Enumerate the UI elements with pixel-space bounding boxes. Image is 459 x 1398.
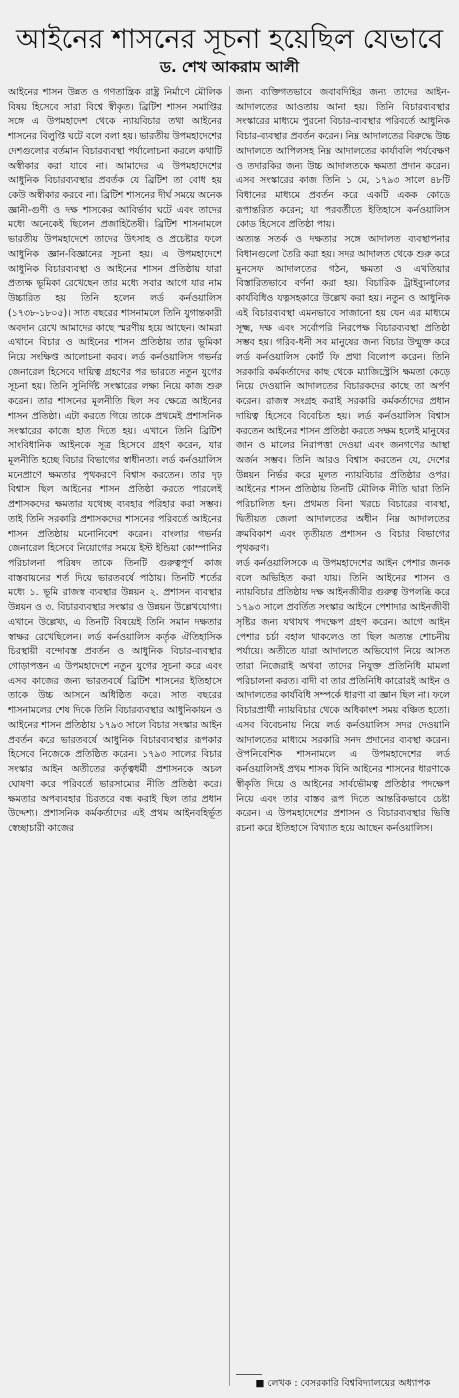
article-paragraph: অত্যন্ত সতর্ক ও দক্ষতার সঙ্গে আদালত ব্যবস্থাপনার বিধানগুলো তৈরি করা হয়। সদর আদালত থেকে শুরু করে মুনসেফ আদালতের গঠন, ক্ষমতা ও এখতিয়ার বিস্তারিতভাবে বর্ণনা করা হয়। বিচারিক ট্রাইব্যুনালের কার্যবিধিও যত্নসহকারে উল্লেখ করা হয়। নতুন ও আধুনিক এই বিচারব্যবস্থা এমনভাবে সাজানো হয় যেন এর মাধ্যমে সূক্ষ্ম, দক্ষ এবং সর্বোপরি নিরপেক্ষ বিচারব্যবস্থা প্রতিষ্ঠা সম্ভব হয়। গরিব-ধনী সব মানুষের জন্য বিচার উন্মুক্ত করে লর্ড কর্নওয়ালিস কোর্ট ফি প্রথা বিলোপ করেন। তিনি সরকারি কর্মকর্তাদের কাছ থেকে ম্যাজিস্ট্রেসি ক্ষমতা কেড়ে নিয়ে দেওয়ানি আদালতের বিচারকদের কাছে তা অর্পণ করেন। রাজস্ব সংগ্রহ করাই সরকারি কর্মকর্তাদের প্রধান দায়িত্ব হিসেবে বিবেচিত হয়। লর্ড কর্নওয়ালিস বিশ্বাস করতেন আইনের শাসন প্রতিষ্ঠা করতে সক্ষম হলেই মানুষের জান ও মালের নিরাপত্তা দেওয়া এবং জনগণের আস্থা অর্জন সম্ভব। তিনি আরও বিশ্বাস করতেন যে, দেশের উন্নয়ন নির্ভর করে মূলত ন্যায়বিচার প্রতিষ্ঠার ওপর। আইনের শাসন প্রতিষ্ঠায় তিনটি মৌলিক নীতি দ্বারা তিনি পরিচালিত হন। প্রথমত বিনা খরচে বিচারের ব্যবস্থা, দ্বিতীয়ত জেলা আদালতের অধীন নিম্ন আদালতের ক্রমবিকাশ এবং তৃতীয়ত প্রশাসন ও বিচার বিভাগের পৃথকরণ। [236,234,450,555]
article-paragraph: লর্ড কর্নওয়ালিসকে এ উপমহাদেশের আইন পেশার জনক বলে অভিহিত করা যায়। তিনি আইনের শাসন ও ন্যায়বিচার প্রতিষ্ঠায় দক্ষ আইনজীবীর গুরুত্ব উপলব্ধি করে ১৭৯৩ সালে প্রবর্তিত সংস্কার আইনে পেশাদার আইনজীবী সৃষ্টির জন্য যথাযথ পদক্ষেপ গ্রহণ করেন। আগে আইন পেশার চর্চা বহাল থাকলেও তা ছিল অত্যন্ত শোচনীয় পর্যায়ে। অতীতে যারা আদালতে অভিযোগ নিয়ে আসত তারা নিজেরাই অথবা তাদের নিযুক্ত প্রতিনিধি মামলা পরিচালনা করত। বাদী বা তার প্রতিনিধি কারোরই আইন ও আদালতের কার্যবিধি সম্পর্কে ধারণা বা জ্ঞান ছিল না। ফলে বিচারপ্রার্থী ন্যায়বিচার থেকে অধিকাংশ সময় বঞ্চিত হতো। এসব বিবেচনায় নিয়ে লর্ড কর্নওয়ালিস সদর দেওয়ানি আদালতের মাধ্যমে সরকারি সনদ প্রদানের ব্যবস্থা করেন। ঔপনিবেশিক শাসনামলে এ উপমহাদেশের লর্ড কর্নওয়ালিসই প্রথম শাসক যিনি আইনের শাসনের ধারণাকে স্বীকৃতি দিয়ে ও আইনের সার্বভৌমত্ব প্রতিষ্ঠার পদক্ষেপ নিয়ে এবং তার বাস্তব রূপ দিতে আন্তরিকভাবে চেষ্টা করেন। এ উপমহাদেশের প্রশাসন ও বিচারব্যবস্থার ভিত্তি রচনা করে ইতিহাসে বিখ্যাত হয়ে আছেন কর্নওয়ালিস। [236,558,450,834]
article-paragraph: জন্য ব্যক্তিগতভাবে জবাবদিহির জন্য তাদের আইন-আদালতের আওতায় আনা হয়। তিনি বিচারব্যবস্থার সংস্কারের মাধ্যমে পুরনো বিচার-ব্যবস্থার পরিবর্তে আধুনিক বিচার-ব্যবস্থার প্রবর্তন করেন। নিম্ন আদালতের বিরুদ্ধে উচ্চ আদালতে আপিলসহ নিম্ন আদালতের কার্যাবলি পর্যবেক্ষণ ও তদারকির জন্য উচ্চ আদালতকে ক্ষমতা প্রদান করেন। এসব সংস্কারের কাজ তিনি ১ মে, ১৭৯৩ সালে ৪৮টি বিধানের মাধ্যমে প্রবর্তন করে একটি একক কোডে রূপান্তরিত করেন; যা পরবর্তীতে ইতিহাসে কর্নওয়ালিস কোড হিসেবে প্রতিষ্ঠা পায়। [236,87,450,231]
article-headline: আইনের শাসনের সূচনা হয়েছিল যেভাবে [16,24,443,56]
article-column-right [236,86,450,1384]
author-note-block [236,1374,450,1392]
article-column-left [8,86,222,1384]
author-note: ■ লেখক : বেসরকারি বিশ্ববিদ্যালয়ের অধ্যাপক [255,1378,431,1389]
article-paragraph: আইনের শাসন উন্নত ও গণতান্ত্রিক রাষ্ট্র নির্মাণে মৌলিক বিষয় হিসেবে সারা বিশ্বে স্বীকৃত। ব্রিটিশ শাসন সমাপ্তির সঙ্গে এ উপমহাদেশ থেকে ন্যায়বিচার তথা আইনের শাসনের বিলুপ্তি ঘটে বলে বলা হয়। ভারতীয় উপমহাদেশের দেশগুলোর বর্তমান বিচারব্যবস্থা পর্যালোচনা করলে কথাটি অস্বীকার করা যাবে না। আমাদের এ উপমহাদেশের আধুনিক বিচারব্যবস্থার প্রবর্তক যে ব্রিটিশ তা বোধ হয় কেউ অস্বীকার করবে না। ব্রিটিশ শাসনের দীর্ঘ সময়ে অনেক জ্ঞানী-গুণী ও দক্ষ শাসকের আবির্ভাব ঘটে এবং তাদের মধ্যে অনেকেই ছিলেন প্রজাহিতৈষী। ব্রিটিশ শাসনামলে ভারতীয় উপমহাদেশে তাদের উৎসাহ ও প্রচেষ্টার ফলে আধুনিক জ্ঞান-বিজ্ঞানের সূচনা হয়। এ উপমহাদেশে আধুনিক বিচারব্যবস্থা ও আইনের শাসন প্রতিষ্ঠায় যারা প্রত্যক্ষ ভূমিকা রেখেছেন তার মধ্যে সবার আগে যার নাম উচ্চারিত হয় তিনি হলেন লর্ড কর্নওয়ালিস (১৭৩৮-১৮০৫)। সাত বছরের শাসনামলে তিনি যুগান্তকারী অবদান রেখে আমাদের কাছে স্মরণীয় হয়ে আছেন। আমরা এখানে বিচার ও আইনের শাসন প্রতিষ্ঠায় তার ভূমিকা নিয়ে সংক্ষিপ্ত আলোচনা করব। লর্ড কর্নওয়ালিস গভর্নর জেনারেল হিসেবে দায়িত্ব গ্রহণের পর ভারতে নতুন যুগের সূচনা হয়। তিনি সুনির্দিষ্ট সংস্কারের লক্ষ্য নিয়ে কাজ শুরু করেন। তার শাসনের মূলনীতি ছিল সব ক্ষেত্রে আইনের শাসন প্রতিষ্ঠা। এটা করতে গিয়ে তাকে প্রথমেই প্রশাসনিক সংস্কারের কাজে হাত দিতে হয়। এখানে তিনি ব্রিটিশ সাংবিধানিক আইনকে সূত্র হিসেবে গ্রহণ করেন, যার মূলনীতি হচ্ছে বিচার বিভাগের স্বাধীনতা। লর্ড কর্নওয়ালিস মনেপ্রাণে ক্ষমতার পৃথকরণে বিশ্বাস করতেন। তার দৃঢ় বিশ্বাস ছিল আইনের শাসন প্রতিষ্ঠা করতে পারলেই প্রশাসকদের ক্ষমতার যথেচ্ছ ব্যবহার পরিহার করা সম্ভব। তাই তিনি সরকারি প্রশাসকদের শাসনের পরিবর্তে আইনের শাসন প্রতিষ্ঠায় মনোনিবেশ করেন। বাংলার গভর্নর জেনারেল হিসেবে নিয়োগের সময়ে ইস্ট ইন্ডিয়া কোম্পানির পরিচালনা পরিষদ তাকে তিনটি গুরুত্বপূর্ণ কাজ বাস্তবায়নের শর্ত দিয়ে ভারতবর্ষে পাঠায়। তিনটি শর্তের মধ্যে ১. ভূমি রাজস্ব ব্যবস্থার উন্নয়ন ২. প্রশাসন ব্যবস্থার উন্নয়ন ও ৩. বিচারব্যবস্থার সংস্কার ও উন্নয়ন উল্লেখযোগ্য। এখানে উল্লেখ্য, এ তিনটি বিষয়েই তিনি সমান দক্ষতার স্বাক্ষর রেখেছিলেন। লর্ড কর্নওয়ালিস কর্তৃক ঐতিহাসিক চিরস্থায়ী বন্দোবস্ত প্রবর্তন ও আধুনিক বিচার-ব্যবস্থার গোড়াপত্তন এ উপমহাদেশে নতুন যুগের সূচনা করে এবং এসব কাজের জন্য ভারতবর্ষে ব্রিটিশ শাসনের ইতিহাসে তাকে উচ্চ আসনে অধিষ্ঠিত করে। সাত বছরের শাসনামলের শেষ দিকে তিনি বিচারব্যবস্থার আধুনিকায়ন ও আইনের শাসন প্রতিষ্ঠায় ১৭৯৩ সালে বিচার সংস্কার আইন প্রবর্তন করে ভারতবর্ষে আধুনিক বিচারব্যবস্থার রূপকার হিসেবে নিজেকে প্রতিষ্ঠিত করেন। ১৭৯৩ সালের বিচার সংস্কার আইন অতীতের কর্তৃত্বধর্মী প্রশাসনকে অচল ঘোষণা করে পরিবর্তে ভারসাম্যের নীতি প্রতিষ্ঠা করে। ক্ষমতার অপব্যবহার চিরতরে বন্ধ করাই ছিল তার প্রধান উদ্দেশ্য। প্রশাসনিক কর্মকর্তাদের এই প্রথম আইনবহির্ভূত স্বেচ্ছাচারী কাজের [8,87,222,834]
footnote-rule [236,1374,262,1375]
column-divider [229,86,230,1386]
article-byline: ড. শেখ আকরাম আলী [159,58,300,76]
